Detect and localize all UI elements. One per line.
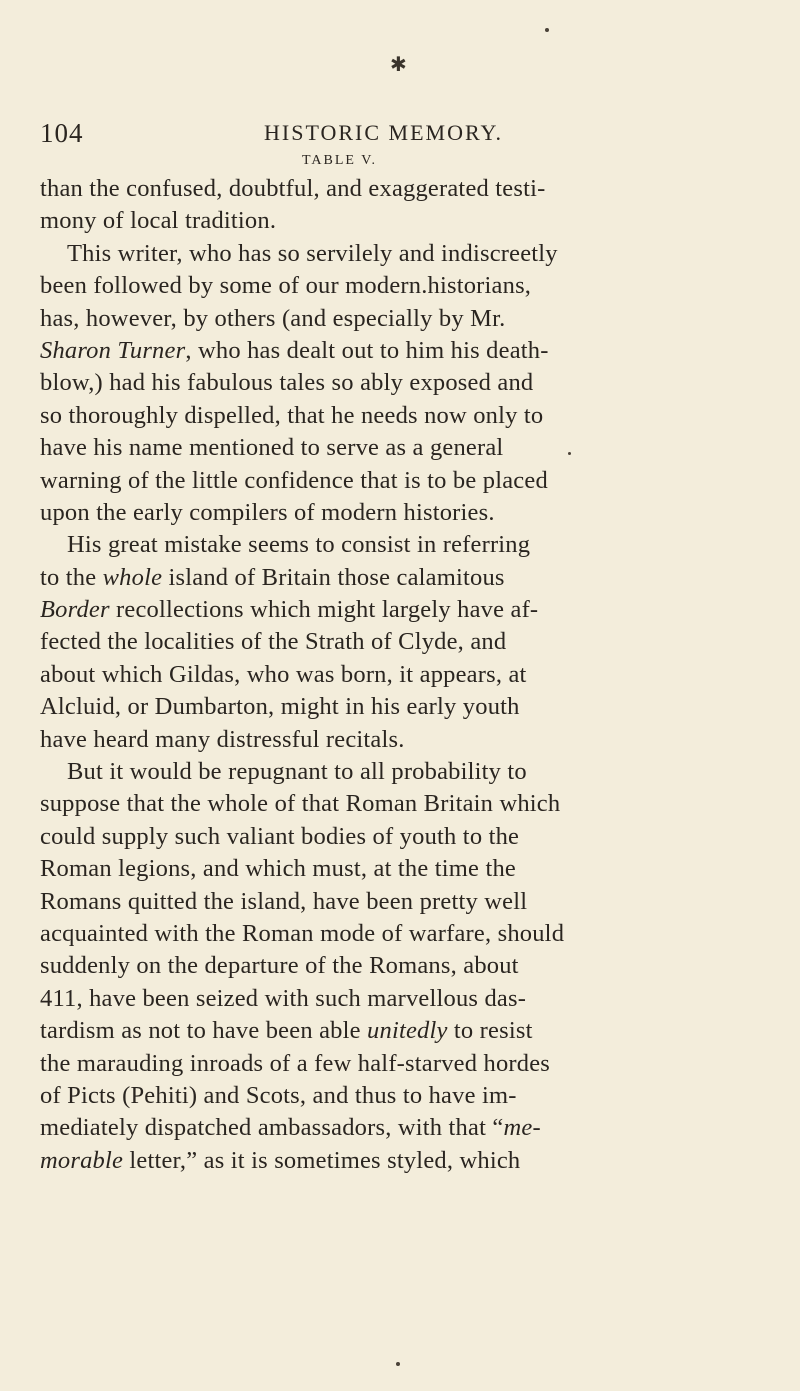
text-line: Border recollections which might largely have af-	[40, 596, 539, 624]
text-line: Sharon Turner, who has dealt out to him his death-	[40, 336, 549, 364]
italic-word: Border	[40, 596, 110, 624]
italic-word: whole	[102, 563, 163, 591]
paper-speck	[568, 452, 571, 455]
printer-mark: ✱	[390, 54, 407, 76]
running-title: HISTORIC MEMORY.	[264, 120, 504, 145]
text-line: about which Gildas, who was born, it appears, at	[40, 660, 527, 688]
text-line: tardism as not to have been able unitedly to resist	[40, 1017, 533, 1045]
italic-word: morable	[40, 1146, 124, 1174]
italic-name: Sharon Turner	[40, 336, 186, 364]
text-line: the marauding inroads of a few half-starved hordes	[40, 1049, 551, 1077]
paper-speck	[396, 1362, 400, 1366]
text-line: upon the early compilers of modern histories.	[40, 498, 495, 526]
running-head	[40, 118, 760, 154]
text-line: suddenly on the departure of the Romans, about	[40, 952, 519, 980]
text-line: could supply such valiant bodies of youth to the	[40, 822, 520, 850]
text-line: have his name mentioned to serve as a general	[40, 434, 504, 462]
text-line: Alcluid, or Dumbarton, might in his early youth	[40, 693, 520, 721]
paper-speck	[545, 28, 549, 32]
text-line: But it would be repugnant to all probability to	[67, 758, 527, 786]
text-line: 411, have been seized with such marvellous das-	[40, 984, 527, 1012]
text-line: suppose that the whole of that Roman Britain which	[40, 790, 561, 818]
text-line: This writer, who has so servilely and indiscreetly	[67, 239, 558, 267]
body-text	[40, 173, 720, 1177]
text-line: Romans quitted the island, have been pretty well	[40, 887, 528, 915]
text-line: acquainted with the Roman mode of warfare, should	[40, 919, 565, 947]
text-line: mony of local tradition.	[40, 207, 277, 235]
text-line: to the whole island of Britain those calamitous	[40, 563, 505, 591]
page-number: 104	[40, 118, 84, 148]
table-label: TABLE V.	[302, 153, 378, 168]
text-line: His great mistake seems to consist in referring	[67, 531, 531, 559]
text-line: mediately dispatched ambassadors, with that “me-	[40, 1114, 541, 1142]
text-line: of Picts (Pehiti) and Scots, and thus to have im-	[40, 1081, 517, 1109]
text-line: so thoroughly dispelled, that he needs now only to	[40, 401, 544, 429]
text-line: fected the localities of the Strath of Clyde, and	[40, 628, 507, 656]
text-line: have heard many distressful recitals.	[40, 725, 405, 753]
italic-word: unitedly	[367, 1017, 448, 1045]
text-line: has, however, by others (and especially by Mr.	[40, 304, 506, 332]
text-line: warning of the little confidence that is to be placed	[40, 466, 548, 494]
italic-word: me-	[503, 1114, 541, 1142]
text-line: morable letter,” as it is sometimes styled, which	[40, 1146, 521, 1174]
text-line: Roman legions, and which must, at the time the	[40, 855, 516, 883]
text-line: blow,) had his fabulous tales so ably exposed and	[40, 369, 534, 397]
text-line: than the confused, doubtful, and exaggerated testi-	[40, 175, 546, 202]
text-line: been followed by some of our modern.historians,	[40, 272, 532, 300]
